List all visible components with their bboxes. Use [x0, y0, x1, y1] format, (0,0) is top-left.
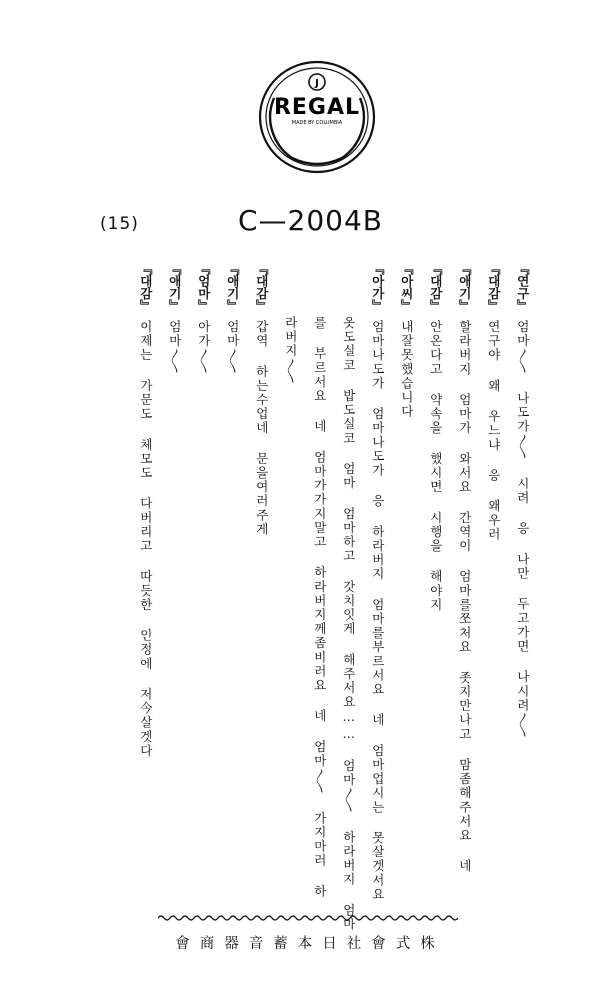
lyric-line: 갑역 하는수업네 문을여러주게	[254, 320, 270, 537]
logo-monogram: J	[315, 78, 319, 89]
speaker-label: 『대감』	[428, 262, 444, 312]
lyric-column	[222, 262, 242, 375]
lyric-line: 엄마〳〵 나도가〳〵 시려 응 나만 두고가면 나시려〳〵	[515, 320, 531, 740]
lyric-column	[280, 316, 300, 385]
lyric-column	[367, 262, 387, 902]
catalog-number: C—2004B	[238, 204, 384, 237]
logo-brand: REGAL	[273, 95, 361, 120]
wavy-divider	[158, 913, 458, 923]
lyric-line: 엄마〳〵	[167, 320, 183, 375]
lyric-column	[164, 262, 184, 375]
lyric-column	[483, 262, 503, 542]
lyric-line: 안온다고 약속을 했시면 시행을 해야지	[428, 320, 444, 612]
lyric-column	[425, 262, 445, 612]
lyric-line: 라버지〳〵	[283, 316, 299, 385]
speaker-label: 『애기』	[167, 262, 183, 312]
publisher-footer: 會商器音蓄本日社會式株	[175, 936, 445, 952]
lyric-column	[193, 262, 213, 375]
lyric-line: 엄마〳〵	[225, 320, 241, 375]
lyric-line: 엄마나도가 엄마나도가 응 하라버지 엄마를부르서요 네 엄마업시는 못살겟서요	[370, 320, 386, 902]
speaker-label: 『연구』	[515, 262, 531, 312]
speaker-label: 『아가』	[370, 262, 386, 312]
lyric-column	[309, 316, 329, 898]
logo-small-print: MADE BY COLUMBIA	[291, 120, 343, 126]
lyric-column	[338, 316, 358, 932]
speaker-label: 『애기』	[225, 262, 241, 312]
lyric-column	[251, 262, 271, 537]
lyric-column	[454, 262, 474, 873]
lyric-line: 내잘못했습니다	[399, 320, 415, 419]
speaker-label: 『아씨』	[399, 262, 415, 312]
speaker-label: 『대감』	[138, 262, 154, 312]
lyric-line: 를 부르서요 네 엄마가가지말고 하라버지께좀비러요 네 엄마〳〵 가지마러 하	[312, 316, 328, 899]
speaker-label: 『대감』	[486, 262, 502, 312]
lyric-column	[396, 262, 416, 419]
speaker-label: 『엄마』	[196, 262, 212, 312]
lyric-line: 옷도실코 밥도실코 엄마 엄마하고 갓치잇게 해주서요…… 엄마〳〵 하라버지 엄마	[341, 316, 357, 932]
lyric-column	[135, 262, 155, 758]
lyric-line: 할라버지 엄마가 와서요 간역이 엄마를쪼처요 좃지만나고 맘좀해주서요 네	[457, 320, 473, 874]
lyric-line: 아가〳〵	[196, 320, 212, 375]
lyric-line: 연구야 왜 우느냐 응 왜우러	[486, 320, 502, 542]
page-number: (15)	[100, 214, 139, 234]
speaker-label: 『대감』	[254, 262, 270, 312]
lyric-column	[512, 262, 532, 739]
lyric-line: 이제는 가문도 체모도 다버리고 따듯한 인정에 저今살겟다	[138, 320, 154, 758]
speaker-label: 『애기』	[457, 262, 473, 312]
